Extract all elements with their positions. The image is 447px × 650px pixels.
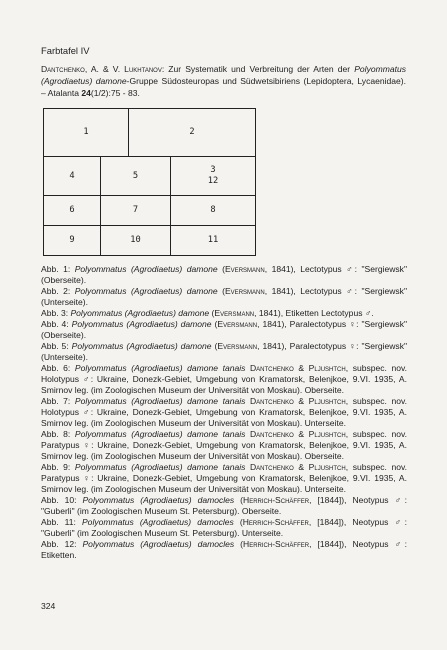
citation-text-2: -Gruppe Südosteuropas und Südwetsibiriens (Lepidoptera, Lycaenidae). – Atalanta xyxy=(41,76,406,98)
caption-abb-4: Abb. 4: Polyommatus (Agrodiaetus) damone (Eversmann, 1841), Paralectotypus ♀: "Sergiewsk" (Oberseite). xyxy=(41,319,407,340)
grid-cell-2: 2 xyxy=(129,109,255,157)
page-number: 324 xyxy=(41,601,56,611)
plate-title: Farbtafel IV xyxy=(41,45,90,56)
caption-abb-9: Abb. 9: Polyommatus (Agrodiaetus) damone tanais Dantchenko & Pljushtch, subspec. nov. Paratypus ♀: Ukraine, Donezk-Gebiet, Umgebung von Kramatorsk, Belenjkoe, 9.VI. 1935, A. Smirnov leg. (im Zoologischen Museum der Universität von Moskau). Unterseite. xyxy=(41,462,407,494)
grid-cell-4: 4 xyxy=(44,157,101,196)
caption-abb-11: Abb. 11: Polyommatus (Agrodiaetus) damocles (Herrich-Schäffer, [1844]), Neotypus ♂: "Guberli" (im Zoologischen Museum St. Petersburg). Unterseite. xyxy=(41,517,407,538)
citation-authors: Dantchenko, A. & V. Lukhtanov xyxy=(41,64,162,74)
caption-abb-2: Abb. 2: Polyommatus (Agrodiaetus) damone (Eversmann, 1841), Lectotypus ♂: "Sergiewsk" (Unterseite). xyxy=(41,286,407,307)
citation xyxy=(41,63,406,99)
citation-issue-pages: (1/2):75 - 83. xyxy=(90,88,140,98)
caption-abb-1: Abb. 1: Polyommatus (Agrodiaetus) damone (Eversmann, 1841), Lectotypus ♂: "Sergiewsk" (Oberseite). xyxy=(41,264,407,285)
citation-volume: 24 xyxy=(81,88,91,98)
caption-abb-6: Abb. 6: Polyommatus (Agrodiaetus) damone tanais Dantchenko & Pljushtch, subspec. nov. Holotypus ♂: Ukraine, Donezk-Gebiet, Umgebung von Kramatorsk, Belenjkoe, 9.VI. 1935, A. Smirnov leg. (im Zoologischen Museum der Universität von Moskau). Oberseite. xyxy=(41,363,407,395)
figure-captions xyxy=(41,264,407,561)
grid-cell-5: 5 xyxy=(101,157,171,196)
grid-cell-8: 8 xyxy=(171,196,255,226)
grid-cell-6: 6 xyxy=(44,196,101,226)
grid-cell-3-12: 3 12 xyxy=(171,157,255,196)
grid-cell-7: 7 xyxy=(101,196,171,226)
caption-abb-7: Abb. 7: Polyommatus (Agrodiaetus) damone tanais Dantchenko & Pljushtch, subspec. nov. Holotypus ♂: Ukraine, Donezk-Gebiet, Umgebung von Kramatorsk, Belenjkoe, 9.VI. 1935, A. Smirnov leg. (im Zoologischen Museum der Universität von Moskau). Unterseite. xyxy=(41,396,407,428)
caption-abb-5: Abb. 5: Polyommatus (Agrodiaetus) damone (Eversmann, 1841), Paralectotypus ♀: "Sergiewsk" (Unterseite). xyxy=(41,341,407,362)
caption-abb-12: Abb. 12: Polyommatus (Agrodiaetus) damocles (Herrich-Schäffer, [1844]), Neotypus ♂: Etiketten. xyxy=(41,539,407,560)
caption-abb-3: Abb. 3: Polyommatus (Agrodiaetus) damone (Eversmann, 1841), Etiketten Lectotypus ♂. xyxy=(41,308,374,318)
caption-abb-10: Abb. 10: Polyommatus (Agrodiaetus) damocles (Herrich-Schäffer, [1844]), Neotypus ♂: "Guberli" (im Zoologischen Museum St. Petersburg). Oberseite. xyxy=(41,495,407,516)
citation-genus: Polyommatus (Agrodiaetus) damone xyxy=(41,64,406,86)
grid-cell-10: 10 xyxy=(101,226,171,255)
grid-cell-9: 9 xyxy=(44,226,101,255)
caption-abb-8: Abb. 8: Polyommatus (Agrodiaetus) damone tanais Dantchenko & Pljushtch, subspec. nov. Paratypus ♀: Ukraine, Donezk-Gebiet, Umgebung von Kramatorsk, Belenjkoe, 9.VI. 1935, A. Smirnov leg. (im Zoologischen Museum der Universität von Moskau). Oberseite. xyxy=(41,429,407,461)
grid-cell-1: 1 xyxy=(44,109,129,157)
citation-text-1: : Zur Systematik und Verbreitung der Arten der xyxy=(161,64,355,74)
grid-cell-11: 11 xyxy=(207,235,219,245)
plate-layout-grid xyxy=(43,108,256,256)
